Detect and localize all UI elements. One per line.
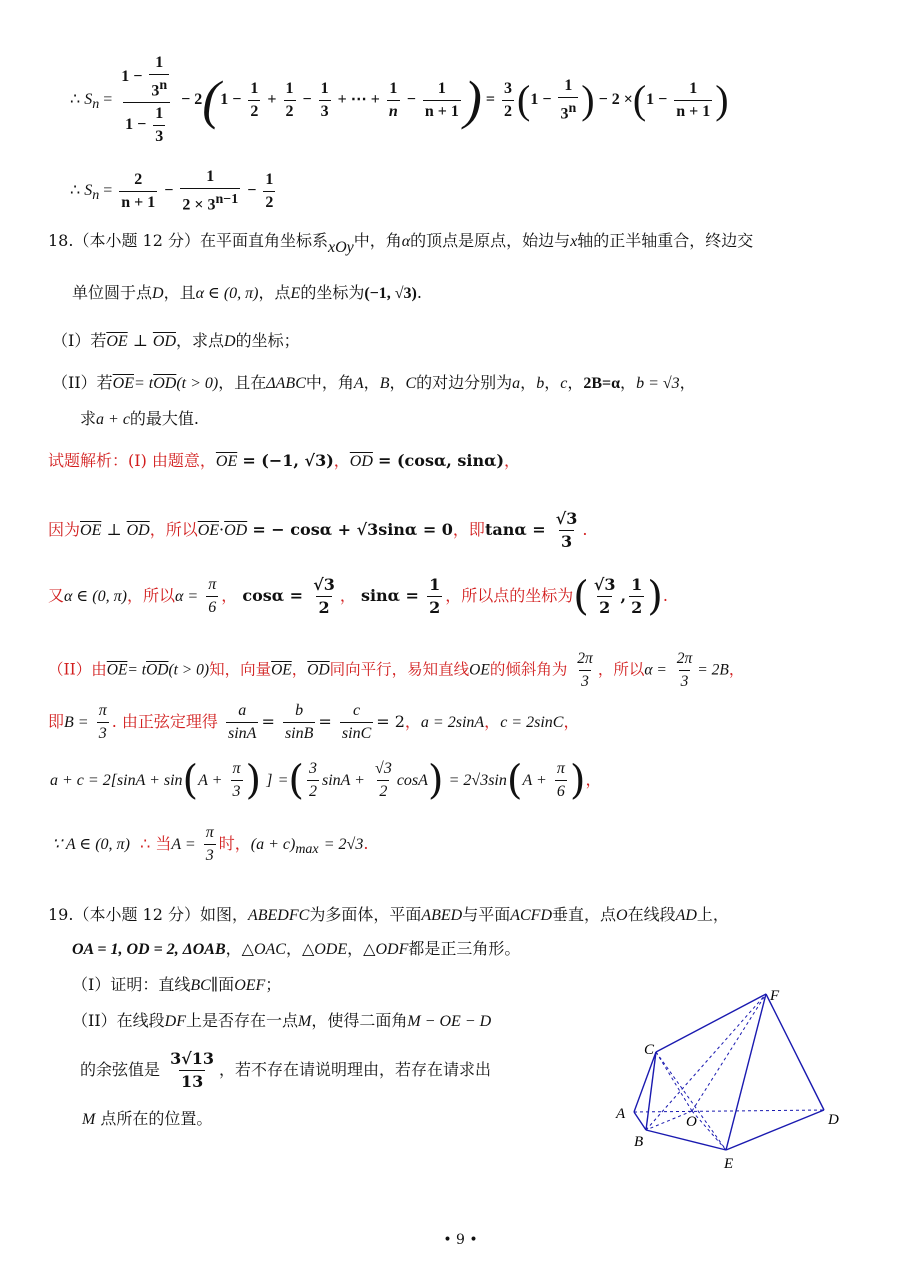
solution-line-6: a + c = 2[sinA + sin(A + $\frac{\pi}{3}$ ) ] =( $\frac{3}{2}$ sinA + $\frac{√3}{2}$ cosA) = 2√3sin(A + $\frac{\pi}{6}$ )， bbox=[50, 757, 602, 804]
label-C: C bbox=[644, 1042, 655, 1058]
sn-formula-line-2: ∴ $S_n$ = $\frac{2}{n + 1}$ − $\frac{1}{2 \times 3^{n-1}}$ − $\frac{1}{2}$ bbox=[70, 166, 278, 216]
polyhedron-figure bbox=[606, 984, 866, 1184]
label-B: B bbox=[634, 1134, 644, 1150]
q18-stem-line-1: 18.（本小题 12 分）在平面直角坐标系xOy中，角α的顶点是原点，始边与x轴的正半轴重合，终边交 bbox=[48, 231, 754, 256]
q19-part-2: （II）在线段DF上是否存在一点M，使得二面角M − OE − D bbox=[72, 1011, 492, 1030]
solution-line-3: 又α ∈ (0, π)，所以α = $\frac{\pi}{6}$ ， cosα = $\frac{√3}{2}$ ， sinα = $\frac{1}{2}$ ，所以点的坐标为( $\frac{√3}{2}$ , $\frac{1}{2}$ ). bbox=[48, 573, 668, 620]
label-A: A bbox=[616, 1106, 626, 1122]
q19-part-2-line-2: 的余弦值是 $\frac{3√13}{13}$ ，若不存在请说明理由，若存在请求出 bbox=[80, 1049, 492, 1091]
geometric-sum-fraction: 1 − $\frac{1}{3^n}$ 1 − $\frac{1}{3}$ bbox=[119, 52, 174, 148]
q19-part-2-line-3: M 点所在的位置。 bbox=[82, 1109, 213, 1128]
solution-line-5: 即B = $\frac{\pi}{3}$ . 由正弦定理得 $\frac{a}{\sin A}$ = $\frac{b}{\sin B}$ = $\frac{c}{\sin C}$ = 2，a = 2sinA，c = 2sinC， bbox=[48, 700, 579, 745]
q19-part-1: （I）证明：直线BC∥面OEF； bbox=[72, 975, 282, 994]
label-O: O bbox=[686, 1114, 697, 1130]
q19-stem-line-2: OA = 1, OD = 2, ΔOAB，△OAC，△ODE，△ODF都是正三角形。 bbox=[72, 939, 521, 958]
therefore-symbol: ∴ bbox=[70, 90, 81, 108]
q18-part-1: （I）若$\overline{OE}$ ⊥ $\overline{OD}$，求点D的坐标； bbox=[52, 331, 300, 350]
label-F: F bbox=[770, 988, 780, 1004]
solution-line-7: ∵ A ∈ (0, π) ∴ 当A = $\frac{\pi}{3}$ 时，$(a + c)_{max} = 2√3$. bbox=[52, 822, 368, 867]
q18-part-2-line-2: 求a + c的最大值. bbox=[80, 409, 200, 428]
solution-line-1: 试题解析：(I) 由题意，$\overline{OE} = (-1$, √3)，$\overline{OD} = (\cos\alpha$, sinα)， bbox=[48, 451, 521, 470]
sn-formula-line-1: ∴ $S_n$ = 1 − $\frac{1}{3^n}$ 1 − $\frac{1}{3}$ − 2(1 − $\frac{1}{2}$ + $\frac{1}{2}$ − $\frac{1}{3}$ + ⋯ + $\frac{1}{n}$ − $\frac{1}{n + 1}$ ) = $\frac{3}{2}$ (1 − $\frac{1}{3^n}$ ) − 2 ×(1 − $\frac{1}{n + 1}$ ) bbox=[70, 52, 729, 148]
solution-line-4: （II）由$\overline{OE}= t\overline{OD}(t > 0)$知，向量$\overline{OE}$，$\overline{OD}$同向平行，易知直线OE的倾斜角为 $\frac{2\pi}{3}$ ，所以α = $\frac{2\pi}{3}$ = 2B， bbox=[48, 648, 744, 693]
solution-line-2: 因为$\overline{OE}$ ⊥ $\overline{OD}$，所以$\overline{OE}\cdot\overline{OD}$ = − cosα + √3sinα = 0，即tanα = $\frac{√3}{3}$ . bbox=[48, 509, 588, 551]
q18-stem-line-2: 单位圆于点D，且α ∈ (0, π)，点E的坐标为(−1, √3). bbox=[72, 283, 422, 302]
label-D: D bbox=[828, 1112, 839, 1128]
therefore-symbol: ∴ bbox=[70, 181, 81, 199]
page-number: • 9 • bbox=[443, 1232, 478, 1248]
label-E: E bbox=[724, 1156, 734, 1172]
q19-stem-line-1: 19.（本小题 12 分）如图，ABEDFC为多面体，平面ABED与平面ACFD垂直，点O在线段AD上， bbox=[48, 905, 729, 924]
q18-part-2: （II）若$\overline{OE}= t\overline{OD}(t > 0)$，且在ΔABC中，角A，B，C的对边分别为a，b，c，2B=α，b = √3， bbox=[52, 373, 696, 392]
